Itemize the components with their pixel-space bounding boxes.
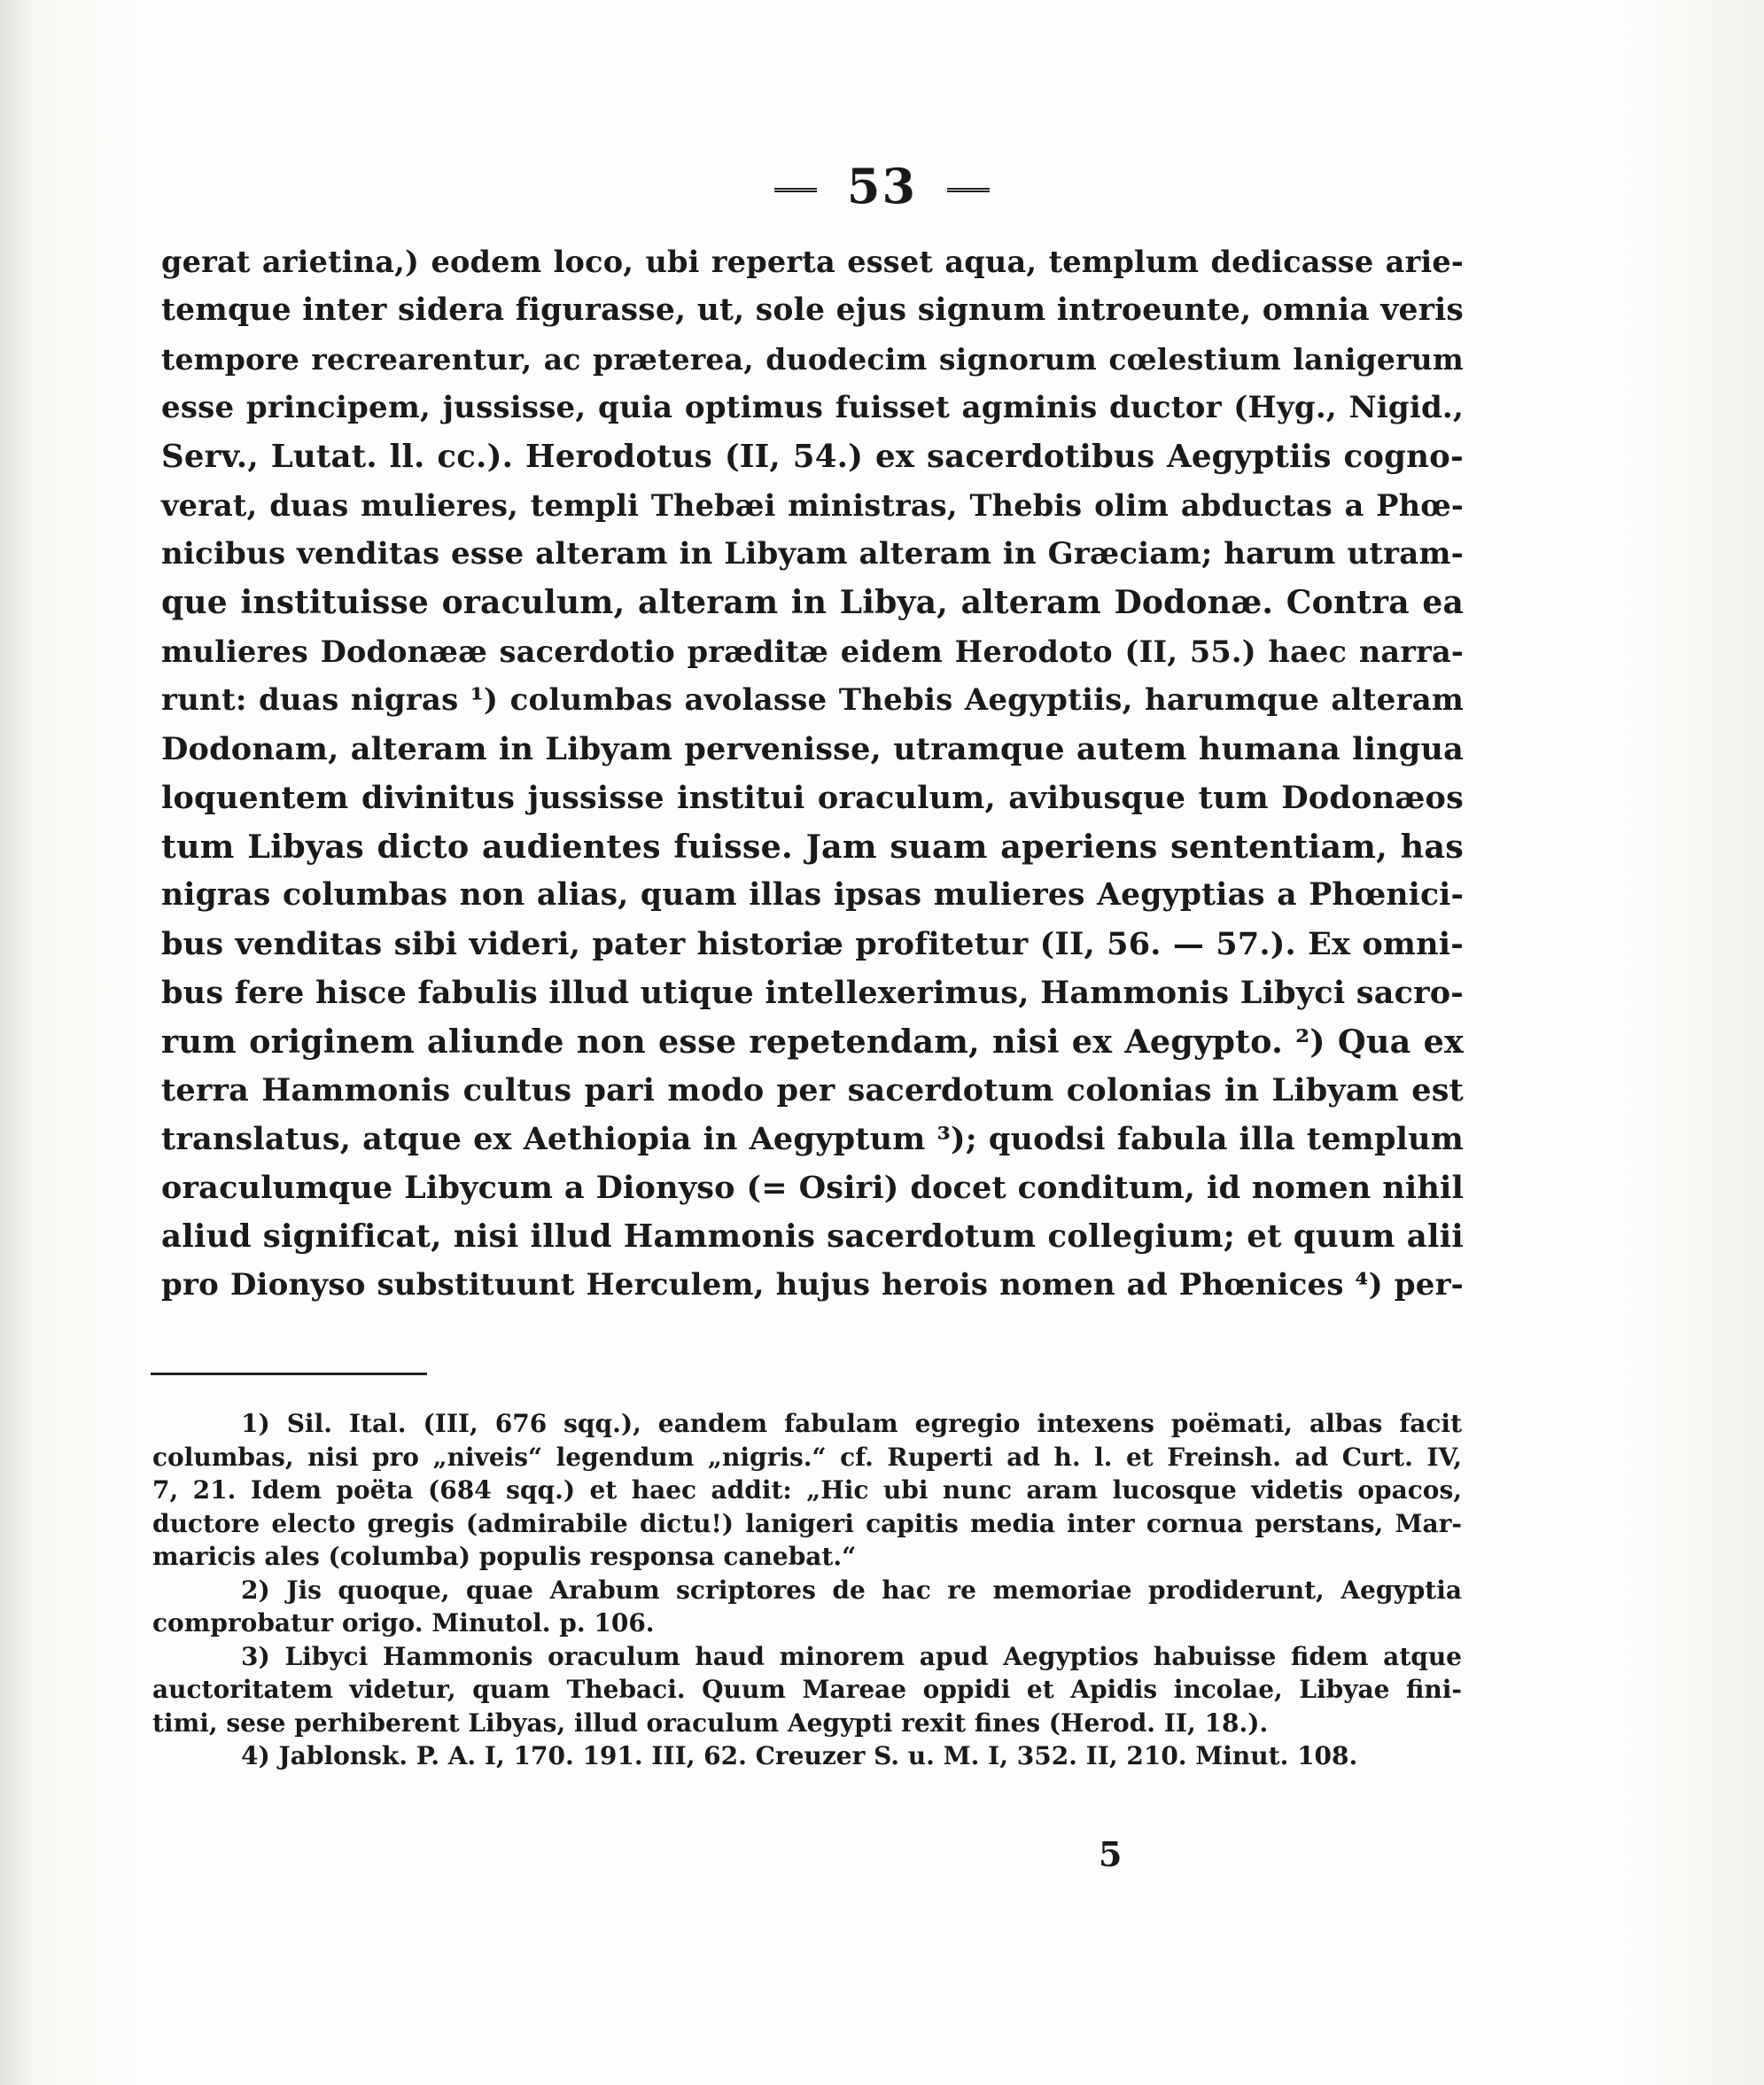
text-line: mulieres Dodonææ sacerdotio præditæ eidem Herodoto (II, 55.) haec narra- [161, 634, 1464, 669]
text-line: translatus, atque ex Aethiopia in Aegyptum ³); quodsi fabula illa templum [161, 1121, 1464, 1157]
text-line: bus venditas sibi videri, pater historiæ profitetur (II, 56. — 57.). Ex omni- [161, 926, 1464, 962]
text-line: temque inter sidera figurasse, ut, sole ejus signum introeunte, omnia veris [161, 292, 1464, 328]
footnote-line: 3) Libyci Hammonis oraculum haud minorem apud Aegyptios habuisse fidem atque [241, 1641, 1462, 1671]
text-line: oraculumque Libycum a Dionyso (= Osiri) docet conditum, id nomen nihil [161, 1170, 1464, 1206]
text-line: terra Hammonis cultus pari modo per sacerdotum colonias in Libyam est [161, 1072, 1464, 1109]
spine-shadow [0, 0, 35, 2085]
footnote-line: 2) Jis quoque, quae Arabum scriptores de hac re memoriae prodiderunt, Aegyptia [241, 1575, 1462, 1605]
footnote-line: timi, sese perhiberent Libyas, illud oraculum Aegypti rexit fines (Herod. II, 18.). [152, 1708, 1269, 1738]
footnote-line: 7, 21. Idem poëta (684 sqq.) et haec addit: „Hic ubi nunc aram lucosque videtis opacos, [152, 1475, 1462, 1505]
text-line: runt: duas nigras ¹) columbas avolasse Thebis Aegyptiis, harumque alteram [161, 682, 1464, 718]
text-line: Serv., Lutat. ll. cc.). Herodotus (II, 54.) ex sacerdotibus Aegyptiis cogno- [161, 439, 1464, 475]
text-line: nigras columbas non alias, quam illas ipsas mulieres Aegyptias a Phœnici- [161, 877, 1464, 913]
footnote-rule [151, 1373, 427, 1375]
footnote-line: ductore electo gregis (admirabile dictu!) lanigeri capitis media inter cornua perstans, Mar- [152, 1508, 1462, 1538]
footnote-line: 1) Sil. Ital. (III, 676 sqq.), eandem fabulam egregio intexens poëmati, albas facit [241, 1409, 1462, 1438]
footnote-line: maricis ales (columba) populis responsa canebat.“ [152, 1542, 857, 1571]
footnote-line: columbas, nisi pro „niveis“ legendum „nigris.“ cf. Ruperti ad h. l. et Freinsh. ad Curt. IV, [152, 1442, 1462, 1472]
text-line: bus fere hisce fabulis illud utique intellexerimus, Hammonis Libyci sacro- [161, 975, 1464, 1011]
text-line: aliud significat, nisi illud Hammonis sacerdotum collegium; et quum alii [161, 1218, 1464, 1255]
signature-mark: 5 [1099, 1834, 1123, 1874]
text-line: loquentem divinitus jussisse institui oraculum, avibusque tum Dodonæos [161, 780, 1464, 816]
main-text [161, 237, 1464, 1310]
text-line: gerat arietina,) eodem loco, ubi reperta esset aqua, templum dedicasse arie- [161, 245, 1464, 279]
text-line: tempore recrearentur, ac præterea, duodecim signorum cœlestium lanigerum [161, 342, 1464, 377]
footnote-line: 4) Jablonsk. P. A. I, 170. 191. III, 62. Creuzer S. u. M. I, 352. II, 210. Minut. 108. [241, 1741, 1358, 1770]
text-line: verat, duas mulieres, templi Thebæi ministras, Thebis olim abductas a Phœ- [161, 488, 1464, 523]
text-line: rum originem aliunde non esse repetendam, nisi ex Aegypto. ²) Qua ex [161, 1023, 1464, 1061]
text-line: pro Dionyso substituunt Herculem, hujus herois nomen ad Phœnices ⁴) per- [161, 1267, 1464, 1303]
text-line: tum Libyas dicto audientes fuisse. Jam suam aperiens sententiam, has [161, 828, 1464, 866]
footnote-line: comprobatur origo. Minutol. p. 106. [152, 1608, 655, 1638]
text-line: que instituisse oraculum, alteram in Libya, alteram Dodonæ. Contra ea [161, 584, 1464, 621]
footnote-line: auctoritatem videtur, quam Thebaci. Quum Mareae oppidi et Apidis incolae, Libyae fini- [152, 1675, 1462, 1704]
header-dash-left [774, 188, 817, 192]
footnotes [152, 1407, 1462, 1773]
header-dash-right [947, 188, 990, 192]
page-number: 53 [846, 158, 918, 214]
text-line: Dodonam, alteram in Libyam pervenisse, utramque autem humana lingua [161, 731, 1464, 767]
text-line: nicibus venditas esse alteram in Libyam alteram in Græciam; harum utram- [161, 536, 1464, 572]
text-line: esse principem, jussisse, quia optimus fuisset agminis ductor (Hyg., Nigid., [161, 390, 1464, 425]
page-header [0, 158, 1764, 214]
